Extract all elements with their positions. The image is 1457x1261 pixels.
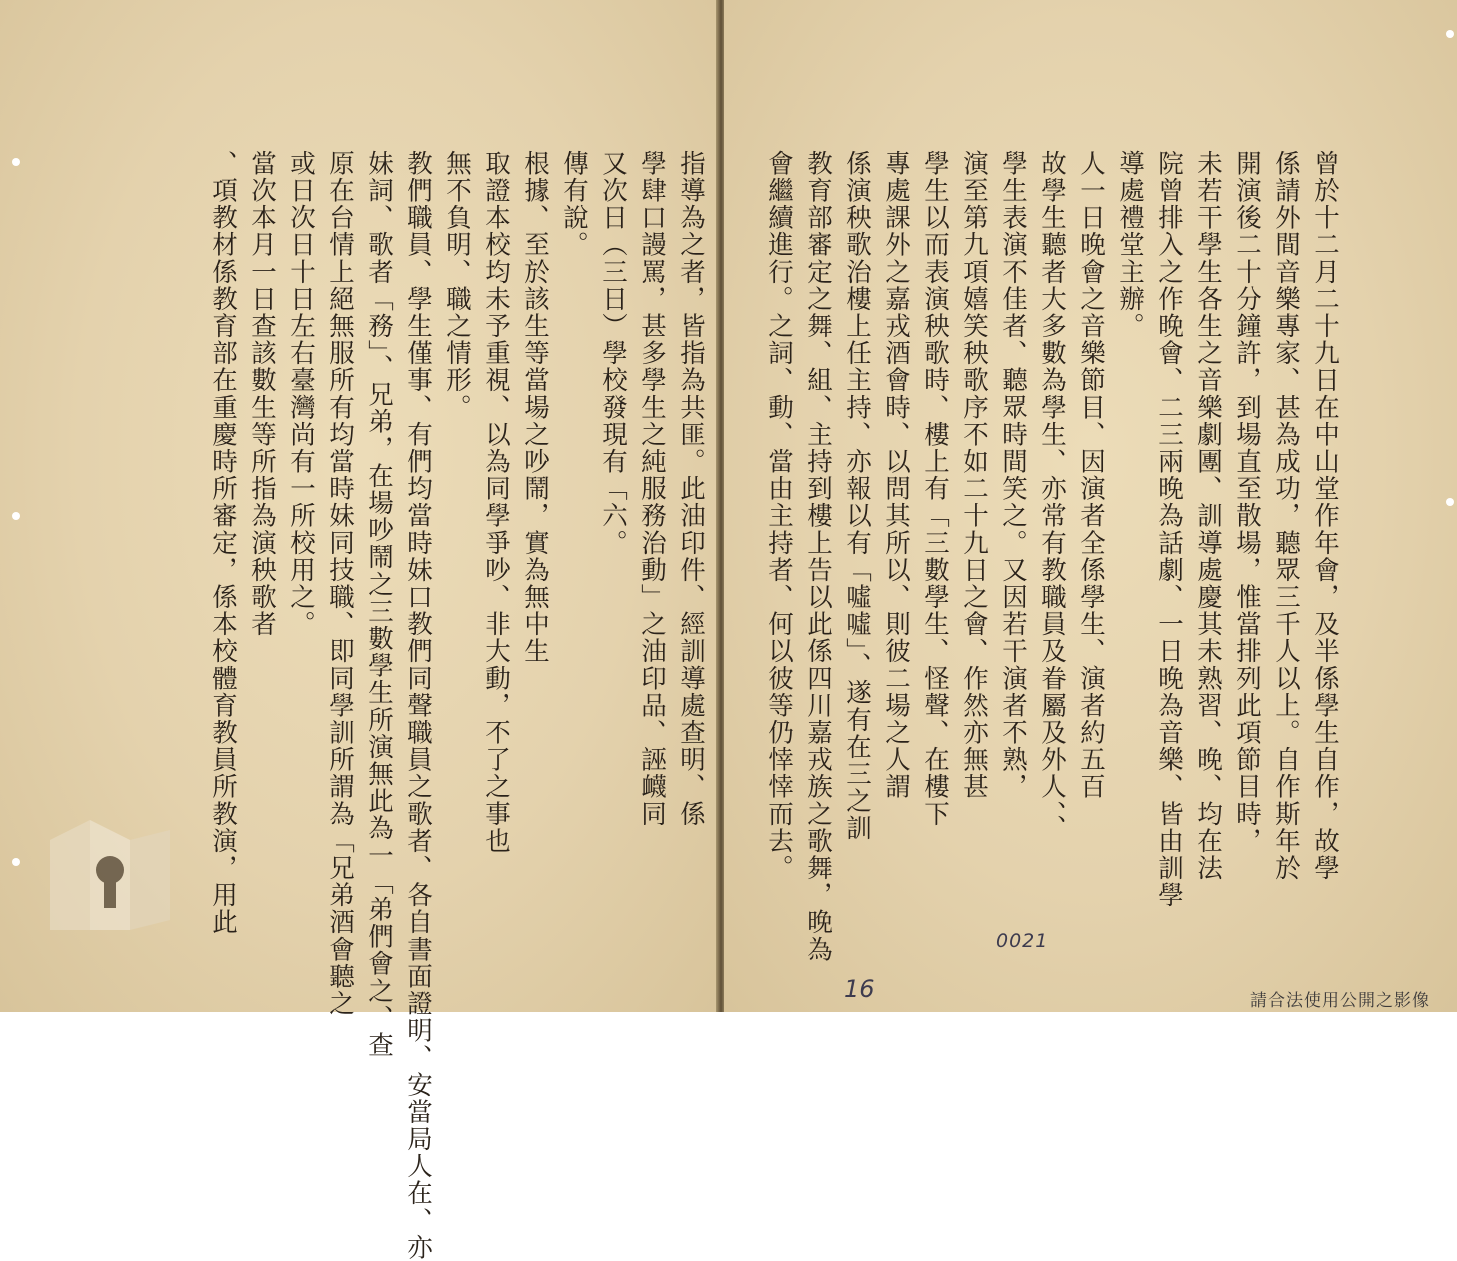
left_page-line: 原在台情上絕無服所有均當時妹同技職、即同學訓所謂為「兄弟酒會聽之 [325, 150, 355, 1018]
left_page-line: 妹詞、歌者「務」、兄弟，在場吵鬧之三數學生所演無此為一「弟們會之、查 [364, 150, 394, 1059]
right_page-line: 學生以而表演秧歌時、樓上有「三數學生、怪聲、在樓下 [920, 150, 950, 828]
left_page-line: 、項教材係教育部在重慶時所審定，係本校體育教員所教演，用此 [208, 150, 238, 936]
right_page-line: 學生表演不佳者、聽眾時間笑之。又因若干演者不熟， [998, 150, 1028, 801]
right_page-line: 故學生聽者大多數為學生、亦常有教職員及眷屬及外人、、 [1037, 150, 1067, 842]
binding-hole [12, 158, 20, 166]
right_page-line: 導處禮堂主辦。 [1115, 150, 1145, 340]
left_page-line: 又次日（三日）學校發現有「六。 [598, 150, 628, 557]
right_page-line: 專處課外之嘉戎酒會時、以問其所以、則彼二場之人謂 [881, 150, 911, 801]
right_page-line: 係請外間音樂專家、甚為成功，聽眾三千人以上。自作斯年於 [1271, 150, 1301, 882]
left_page-line: 當次本月一日查該數生等所指為演秧歌者 [247, 150, 277, 638]
right_page-line: 演至第九項嬉笑秧歌序不如二十九日之會、作然亦無甚 [959, 150, 989, 801]
right_page-line: 院曾排入之作晚會、二三兩晚為話劇、一日晚為音樂、皆由訓學 [1154, 150, 1184, 909]
archive-logo-icon [30, 800, 190, 940]
usage-watermark: 請合法使用公開之影像 [1250, 991, 1430, 1011]
binding-hole [12, 512, 20, 520]
left_page-line: 或日次日十日左右臺灣尚有一所校用之。 [286, 150, 316, 638]
left_page-line: 教們職員、學生僅事、有們均當時妹口教們同聲職員之歌者、各自書面證明、安當局人在、亦 [403, 150, 433, 1261]
right_page-line: 曾於十二月二十九日在中山堂作年會，及半係學生自作，故學 [1310, 150, 1340, 882]
right_page-line: 人一日晚會之音樂節目、因演者全係學生、演者約五百 [1076, 150, 1106, 801]
left_page-line: 學肆口謾罵，甚多學生之純服務治動」之油印品、誣衊同 [637, 150, 667, 828]
left_page-line: 傳有說。 [559, 150, 589, 259]
binding-hole [1446, 30, 1454, 38]
left_page-line: 指導為之者，皆指為共匪。此油印件、經訓導處查明、係 [676, 150, 706, 828]
left_page-line: 無不負明、職之情形。 [442, 150, 472, 421]
left-page [0, 0, 718, 1261]
right_page-line: 會繼續進行。之詞、動、當由主持者、何以彼等仍悻悻而去。 [764, 150, 794, 882]
left-page-text [150, 150, 710, 1261]
right_page-line: 開演後二十分鐘許，到場直至散場，惟當排列此項節目時， [1232, 150, 1262, 855]
folio-number: 16 [844, 975, 875, 1003]
archive-number: 0021 [996, 930, 1049, 952]
right_page-line: 教育部審定之舞、組、主持到樓上告以此係四川嘉戎族之歌舞，晚為 [803, 150, 833, 963]
right_page-line: 係演秧歌治樓上任主持、亦報以有「噓噓」、遂有在三之訓 [842, 150, 872, 842]
binding-hole [1446, 498, 1454, 506]
left_page-line: 取證本校均未予重視、以為同學爭吵、非大動，不了之事也 [481, 150, 511, 855]
left_page-line: 根據、至於該生等當場之吵鬧，實為無中生 [520, 150, 550, 665]
binding-hole [12, 858, 20, 866]
right-page [724, 0, 1457, 1012]
right_page-line: 未若干學生各生之音樂劇團、訓導處慶其未熟習、晚、均在法 [1193, 150, 1223, 882]
